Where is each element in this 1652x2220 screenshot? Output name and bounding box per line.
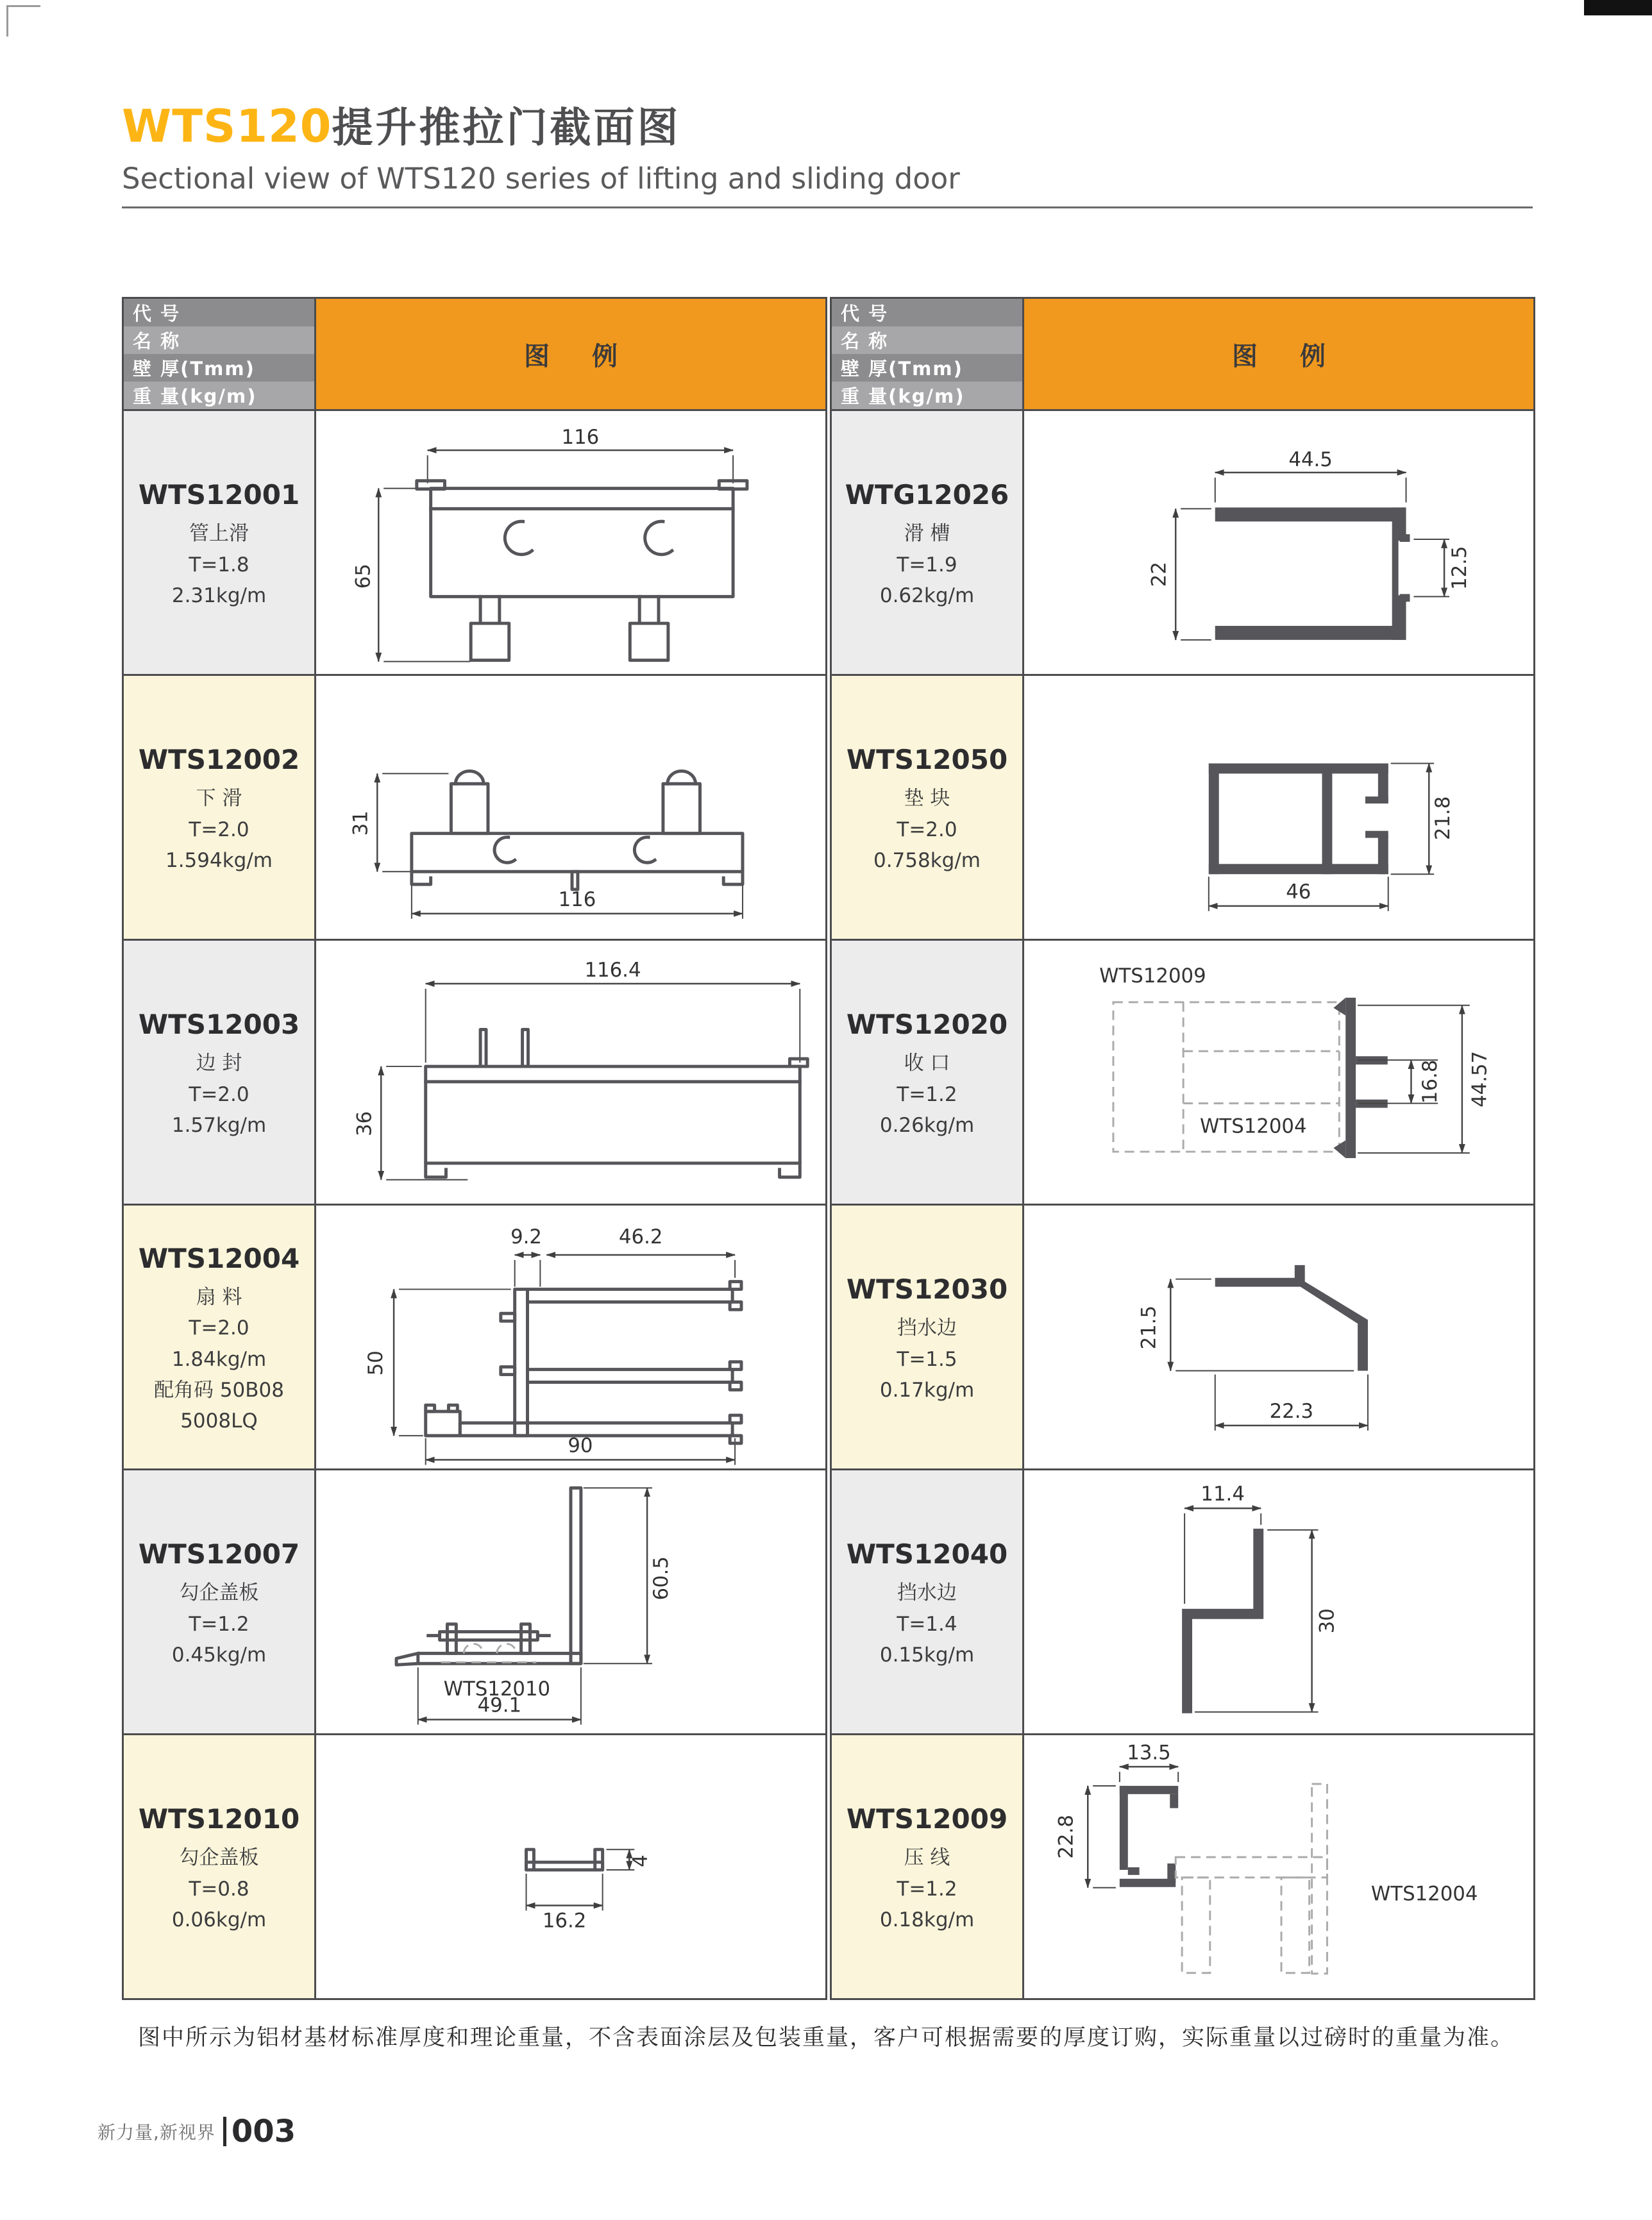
profile-drawing-wts12001: [316, 411, 825, 674]
table-row: [124, 1204, 825, 1468]
drawing-cell: [1024, 676, 1533, 939]
dim-label: 22: [1147, 562, 1171, 587]
table-row: [124, 674, 825, 939]
profile-code: WTS12002: [138, 744, 300, 776]
table-row: [124, 1733, 825, 1998]
table-row: [832, 409, 1533, 674]
profile-name: 边 封: [196, 1052, 242, 1075]
profile-name: 压 线: [904, 1846, 950, 1870]
profile-drawing-wts12002: [316, 676, 825, 939]
crop-mark-top-left: [6, 5, 40, 37]
profile-name: 收 口: [904, 1052, 950, 1075]
profile-thickness: T=0.8: [189, 1877, 249, 1901]
dim-label: 21.8: [1431, 796, 1454, 841]
header-weight: 重 量(kg/m): [832, 382, 1022, 409]
label-cell: [832, 1735, 1024, 1998]
drawing-cell: [1024, 1735, 1533, 1998]
profile-name: 挡水边: [897, 1581, 957, 1605]
ref-label: WTS12004: [1370, 1882, 1478, 1906]
page-subtitle: Sectional view of WTS120 series of lifting and sliding door: [122, 162, 960, 196]
profile-drawing-wts12040: [1024, 1470, 1533, 1733]
profile-weight: 2.31kg/m: [171, 584, 267, 607]
label-cell: [832, 411, 1024, 674]
drawing-cell: [316, 1735, 825, 1998]
profile-code: WTS12020: [846, 1009, 1008, 1041]
footer-divider-bar: [223, 2117, 226, 2146]
dim-label: 44.57: [1468, 1050, 1492, 1107]
ref-label: WTS12004: [1200, 1114, 1307, 1138]
profile-weight: 0.45kg/m: [171, 1643, 267, 1667]
profile-name: 管上滑: [189, 522, 249, 546]
dim-label: 13.5: [1127, 1741, 1171, 1765]
profile-code: WTS12050: [846, 744, 1008, 776]
dim-label: 116: [558, 887, 596, 911]
dim-label: 16.8: [1419, 1059, 1442, 1104]
dim-label: 21.5: [1137, 1305, 1161, 1350]
profile-code: WTS12007: [138, 1538, 300, 1570]
dim-label: 16.2: [542, 1909, 587, 1933]
title-chinese: 提升推拉门截面图: [332, 105, 681, 152]
profile-thickness: T=2.0: [189, 1316, 249, 1340]
header-thickness: 壁 厚(Tmm): [832, 354, 1022, 382]
dim-label: 30: [1315, 1608, 1339, 1634]
profile-drawing-wtg12026: [1024, 411, 1533, 674]
dim-label: 49.1: [477, 1694, 522, 1717]
profile-code: WTS12040: [846, 1538, 1008, 1570]
profile-code: WTS12030: [846, 1274, 1008, 1306]
profile-code: WTS12009: [846, 1803, 1008, 1835]
print-mark-top-right: [1584, 0, 1652, 15]
page-footer: [97, 2114, 296, 2149]
dim-label: 116.4: [584, 959, 641, 982]
dim-label: 65: [351, 564, 375, 589]
dim-label: 60.5: [649, 1556, 673, 1601]
header-name: 名 称: [832, 326, 1022, 354]
ref-label: WTS12009: [1099, 964, 1206, 988]
profile-drawing-wts12050: [1024, 676, 1533, 939]
profile-name: 扇 料: [196, 1286, 242, 1309]
header-name: 名 称: [124, 326, 314, 354]
profile-weight: 0.26kg/m: [879, 1113, 975, 1137]
profile-drawing-wts12010: [316, 1735, 825, 1998]
profile-extra: 配角码 50B08: [153, 1378, 284, 1402]
profile-code: WTS12001: [138, 479, 300, 511]
profile-drawing-wts12030: [1024, 1206, 1533, 1468]
profile-thickness: T=2.0: [189, 1082, 249, 1106]
drawing-cell: [1024, 411, 1533, 674]
profile-thickness: T=1.5: [897, 1347, 957, 1371]
profile-drawing-wts12003: [316, 941, 825, 1204]
dim-label: 36: [353, 1111, 376, 1136]
dim-label: 12.5: [1447, 546, 1471, 590]
profile-thickness: T=1.9: [897, 553, 957, 576]
label-cell: [832, 941, 1024, 1204]
drawing-cell: [1024, 1470, 1533, 1733]
label-cell: [124, 1470, 316, 1733]
dim-label: 46: [1286, 880, 1311, 904]
profile-weight: 0.17kg/m: [879, 1378, 975, 1402]
drawing-cell: [316, 676, 825, 939]
dim-label: 31: [349, 811, 373, 836]
dim-label: 90: [568, 1434, 593, 1458]
profile-drawing-wts12007: [316, 1470, 825, 1733]
profile-weight: 0.18kg/m: [879, 1908, 975, 1931]
table-header: [124, 299, 825, 409]
profile-name: 勾企盖板: [179, 1581, 259, 1605]
label-cell: [832, 1470, 1024, 1733]
header-code: 代 号: [124, 299, 314, 326]
profile-weight: 1.57kg/m: [171, 1113, 267, 1137]
profile-code: WTS12004: [138, 1243, 300, 1275]
profile-code: WTS12003: [138, 1009, 300, 1041]
dim-label: 116: [561, 426, 600, 450]
table-row: [832, 1733, 1533, 1998]
footer-note: 图中所示为铝材基材标准厚度和理论重量，不含表面涂层及包装重量，客户可根据需要的厚度订购，实际重量以过磅时的重量为准。: [137, 2025, 1514, 2051]
table-row: [832, 674, 1533, 939]
drawing-cell: [316, 941, 825, 1204]
dim-label: 9.2: [510, 1225, 542, 1249]
profile-extra: 5008LQ: [180, 1409, 258, 1433]
header-weight: 重 量(kg/m): [124, 382, 314, 409]
profile-weight: 0.758kg/m: [873, 848, 981, 872]
label-cell: [124, 1206, 316, 1468]
page-number: 003: [231, 2114, 296, 2149]
profile-thickness: T=1.4: [897, 1612, 957, 1636]
dim-label: 4: [629, 1854, 653, 1867]
dim-label: 50: [364, 1350, 388, 1376]
profile-weight: 0.62kg/m: [879, 584, 975, 607]
profile-name: 滑 槽: [904, 522, 950, 546]
table-row: [832, 939, 1533, 1204]
header-legend: 图 例: [316, 299, 825, 409]
drawing-cell: [1024, 1206, 1533, 1468]
dim-label: 22.3: [1269, 1400, 1314, 1424]
title-divider: [122, 206, 1533, 208]
page-title: [122, 95, 681, 154]
profile-drawing-wts12020: [1024, 941, 1533, 1204]
header-legend: 图 例: [1024, 299, 1533, 409]
profile-name: 挡水边: [897, 1316, 957, 1340]
profile-thickness: T=1.8: [189, 553, 249, 576]
label-cell: [124, 676, 316, 939]
dim-label: 44.5: [1288, 448, 1333, 471]
profile-table-right: [830, 297, 1535, 2000]
label-cell: [832, 676, 1024, 939]
title-series-code: WTS120: [122, 100, 332, 153]
profile-name: 垫 块: [904, 787, 950, 811]
table-row: [124, 939, 825, 1204]
profile-thickness: T=2.0: [897, 818, 957, 841]
table-row: [124, 409, 825, 674]
profile-thickness: T=1.2: [897, 1082, 957, 1106]
profile-code: WTG12026: [845, 479, 1009, 511]
table-row: [832, 1468, 1533, 1733]
drawing-cell: [316, 411, 825, 674]
profile-thickness: T=1.2: [897, 1877, 957, 1901]
header-label-column: [832, 299, 1024, 409]
brand-slogan: 新力量,新视界: [97, 2122, 215, 2143]
table-row: [124, 1468, 825, 1733]
label-cell: [124, 941, 316, 1204]
drawing-cell: [1024, 941, 1533, 1204]
profile-drawing-wts12004: [316, 1206, 825, 1468]
drawing-cell: [316, 1470, 825, 1733]
header-label-column: [124, 299, 316, 409]
profile-code: WTS12010: [138, 1803, 300, 1835]
label-cell: [124, 411, 316, 674]
dim-label: 46.2: [618, 1225, 663, 1249]
profile-weight: 1.84kg/m: [171, 1347, 267, 1371]
profile-name: 下 滑: [196, 787, 242, 811]
profile-table-left: [122, 297, 827, 2000]
profile-weight: 1.594kg/m: [165, 848, 273, 872]
header-code: 代 号: [832, 299, 1022, 326]
header-thickness: 壁 厚(Tmm): [124, 354, 314, 382]
profile-drawing-wts12009: [1024, 1735, 1533, 1998]
table-header: [832, 299, 1533, 409]
ref-label: WTS12010: [443, 1677, 551, 1701]
dim-label: 22.8: [1054, 1815, 1078, 1859]
drawing-cell: [316, 1206, 825, 1468]
table-row: [832, 1204, 1533, 1468]
profile-thickness: T=1.2: [189, 1612, 249, 1636]
profile-weight: 0.15kg/m: [879, 1643, 975, 1667]
profile-weight: 0.06kg/m: [171, 1908, 267, 1931]
profile-thickness: T=2.0: [189, 818, 249, 841]
dim-label: 11.4: [1201, 1483, 1245, 1506]
profile-name: 勾企盖板: [179, 1846, 259, 1870]
label-cell: [832, 1206, 1024, 1468]
label-cell: [124, 1735, 316, 1998]
